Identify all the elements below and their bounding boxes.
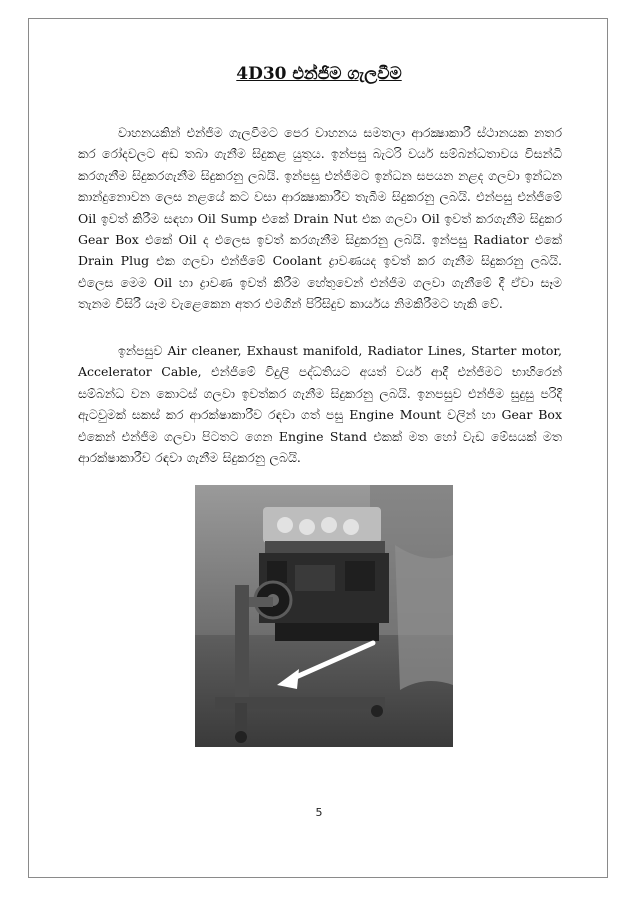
- engine-stand-photo: [195, 485, 453, 747]
- page-title: [0, 63, 638, 85]
- paragraph-1: වාහනයකින් එන්ජිම ගැලවීමට පෙර වාහනය සමතලා ආරක්‍ෂාකාරී ස්ථානයක නතර කර රෝදවලට අඩ තබා ගැනීම සිදුකළ යුතුය. ඉන්පසු බැටරි වයර් සම්බන්ධතාවය විසන්ධි කරගැනීම සිදුකරගැනීම සිදුකරනු ලබයි. ඉන්පසු එන්ජිමට ඉන්ධන සපයන නළද ගලවා ඉන්ධන කාන්දුනොවන ලෙස නළයේ කට වසා ආරක්‍ෂාකාරීව තැබීම සිදුකරනු ලබයි. එන්පසු එන්ජිමේ Oil ඉවත් කිරීම සඳහා Oil Sump එකේ Drain Nut එක ගලවා Oil ඉවත් කරගැනීම සිදුකර Gear Box එකේ Oil ද එලෙස ඉවත් කරගැනීම සිදුකරනු ලබයි. ඉන්පසු Radiator එකේ Drain Plug එක ගලවා එන්ජිමේ Coolant ද්‍රාවණයද ඉවත් කර ගැනීම සිදුකරනු ලබයි. එලෙස මෙම Oil හා ද්‍රාවණ ඉවත් කිරීම හේතුවෙන් එන්ජිම ගලවා ගැනීමේ දී ඒවා සෑම තැනම විසිරී යෑම වැළෙකෙන අතර එමගින් පිරිසිදුව කාර්යය නිමකිරීමට හැකි වේ.: [78, 125, 562, 312]
- page-title-text: 4D30 එන්ජිම ගැලවීම: [236, 64, 402, 84]
- engine-block: [255, 507, 389, 641]
- page-number: 5: [315, 806, 323, 819]
- paragraph-2: ඉන්පසුව Air cleaner, Exhaust manifold, Radiator Lines, Starter motor, Accelerator Cable, එන්ජිමේ විදුලි පද්ධතියට අයත් වයර් ආදී එන්ජිමට භාහිරෙන් සම්බන්ධ වන කොටස් ගලවා ඉවත්කර ගැනීම සිදුකරනු ලබයි. ඉනපසුව එන්ජිම සුදුසු පරිදි ඇටවුමක් සකස් කර ආරක්ෂාකාරීව රඳවා ගත් පසු Engine Mount වලින් හා Gear Box එකෙන් එන්ජිම ගලවා පිටතට ගෙන Engine Stand එකක් මත හෝ වැඩ මේසයක් මත ආරක්ෂාකාරීව රඳවා ගැනීම සිදුකරනු ලබයි.: [78, 343, 562, 466]
